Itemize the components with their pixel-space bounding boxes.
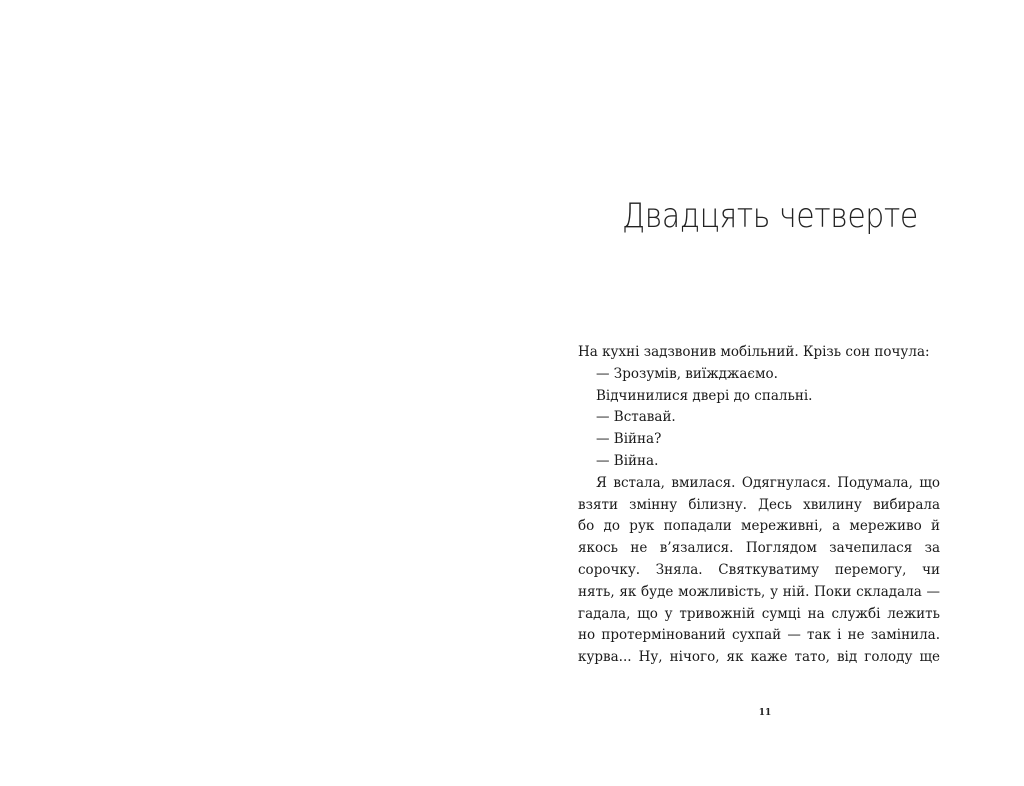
text-line: но протермінований сухпай — так і не замінила.: [578, 627, 940, 644]
text-line: сорочку. Зняла. Святкуватиму перемогу, чи: [578, 561, 940, 578]
text-line: — Війна?: [596, 431, 662, 448]
body-text: [578, 342, 940, 669]
text-line: — Зрозумів, виїжджаємо.: [596, 365, 778, 382]
chapter-title: Двадцять четверте: [622, 196, 918, 236]
text-line: — Війна.: [596, 452, 659, 469]
text-line: курва... Ну, нічого, як каже тато, від голоду ще: [578, 649, 940, 666]
text-line: гадала, що у тривожній сумці на службі лежить: [578, 605, 940, 622]
text-line: — Вставай.: [596, 409, 676, 426]
text-line: бо до рук попадали мереживні, а мереживо й: [578, 518, 940, 535]
text-line: взяти змінну білизну. Десь хвилину вибирала: [578, 496, 940, 513]
text-line: Відчинилися двері до спальні.: [596, 387, 813, 404]
right-page: [512, 0, 1024, 786]
text-line: якось не в’язалися. Поглядом зачепилася за: [578, 540, 940, 557]
page-number: 11: [758, 708, 772, 718]
text-line: Я встала, вмилася. Одягнулася. Подумала, що: [596, 474, 940, 491]
text-line: На кухні задзвонив мобільний. Крізь сон почула:: [578, 344, 930, 360]
text-line: нять, як буде можливість, у ній. Поки складала —: [578, 583, 940, 600]
